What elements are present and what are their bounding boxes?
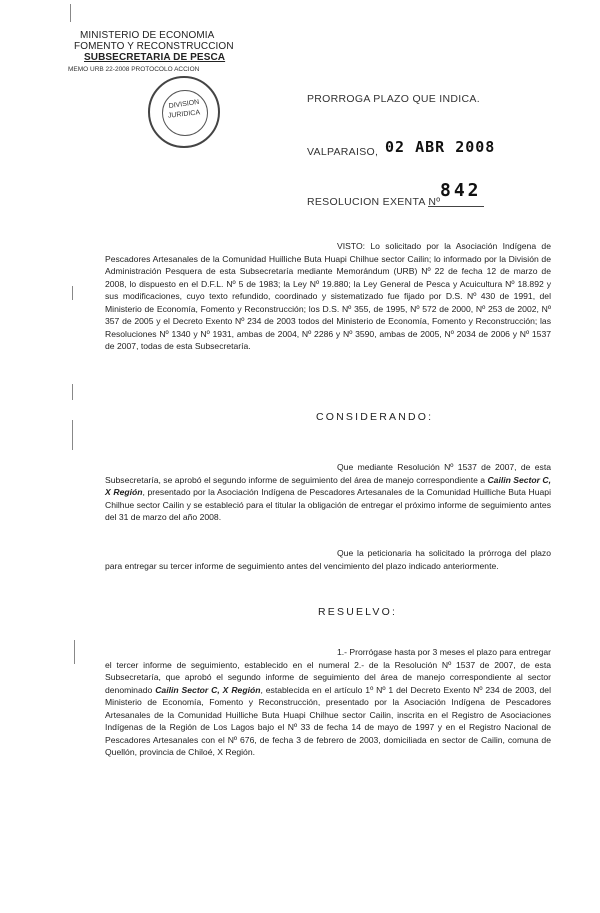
resolution-number: 842 <box>440 180 482 201</box>
resuelvo-text: , establecida en el artículo 1º Nº 1 del Decreto Exento Nº 234 de 2003, del Ministerio de Economía, Fomento y Reconstrucción, presentado por la Asociación Indígena de Pescadores Artesanales de la Comunidad Huilliche Buta Huapi Chilhue sector Cailin, inscrita en el Registro de Asociaciones Indígenas de la Región de Los Lagos bajo el Nº 33 de fecha 14 de mayo de 1997 y en el Registro Nacional de Pescadores Artesanales con el Nº 676, de fecha 3 de febrero de 2003, domiciliada en sector de Cailin, comuna de Quellón, provincia de Chiloé, X Región. <box>105 684 551 757</box>
considerando-text: , presentado por la Asociación Indígena de Pescadores Artesanales de la Comunidad Huilliche Buta Huapi Chilhue sector Cailin y se estableció para el titular la obligación de entregar el próximo informe de seguimiento antes del 31 de marzo del año 2008. <box>105 487 551 522</box>
seal-text: JURIDICA <box>167 109 201 120</box>
resolution-number-underline <box>428 206 484 207</box>
ministry-line: FOMENTO Y RECONSTRUCCION <box>74 41 234 52</box>
resolution-label: RESOLUCION EXENTA Nº <box>307 196 441 208</box>
margin-mark <box>72 420 73 450</box>
area-name: Cailin Sector C, X Región <box>105 474 552 497</box>
considerando-paragraph-2 <box>105 547 551 572</box>
seal-text: DIVISION <box>168 98 200 111</box>
considerando-paragraph-1 <box>105 461 551 524</box>
margin-mark <box>74 640 75 664</box>
indent <box>105 462 337 472</box>
area-name: Cailin Sector C, X Región <box>155 684 261 695</box>
considerando-text: Que mediante Resolución Nº 1537 de 2007, de esta Subsecretaría, se aprobó el segundo informe de seguimiento del área de manejo correspondiente a <box>105 462 551 485</box>
margin-mark <box>70 4 71 22</box>
margin-mark <box>72 286 73 300</box>
memo-reference: MEMO URB 22-2008 PROTOCOLO ACCION <box>68 66 200 73</box>
ministry-line: SUBSECRETARIA DE PESCA <box>84 52 226 63</box>
date-stamp: 02 ABR 2008 <box>385 138 496 156</box>
visto-label: VISTO: <box>337 241 366 251</box>
resuelvo-paragraph-1 <box>105 646 551 759</box>
document-title: PRORROGA PLAZO QUE INDICA. <box>307 93 480 105</box>
considerando-text: Que la peticionaria ha solicitado la prórroga del plazo para entregar su tercer informe de seguimiento antes del vencimiento del plazo indicado anteriormente. <box>105 548 551 571</box>
place-label: VALPARAISO, <box>307 146 379 158</box>
ministry-line: MINISTERIO DE ECONOMIA <box>80 30 215 41</box>
resuelvo-text: 1.- Prorrógase hasta por 3 meses el plazo para entregar el tercer informe de seguimiento, establecido en el numeral 2.- de la Resolución Nº 1537 de 2007, de esta Subsecretaría, que aprobó el segundo informe de seguimiento del área de manejo correspondiente al sector denominado <box>105 647 552 695</box>
visto-text: Lo solicitado por la Asociación Indígena de Pescadores Artesanales de la Comunidad Huilliche Buta Huapi Chilhue sector Cailin; lo informado por la División de Administración Pesquera de esta Subsecretaría mediante Memorándum (URB) Nº 22 de fecha 12 de marzo de 2008, lo dispuesto en el D.F.L. Nº 5 de 1983; la Ley Nº 19.880; la Ley General de Pesca y Acuicultura Nº 18.892 y sus modificaciones, cuyo texto refundido, coordinado y sistematizado fue fijado por D.S. Nº 430 de 1991, del Ministerio de Economía, Fomento y Reconstrucción; los D.S. Nº 355, de 1995, Nº 572 de 2000, Nº 253 de 2002, Nº 357 de 2005 y el Decreto Exento Nº 234 de 2003 todos del Ministerio de Economía, Fomento y Reconstrucción; las Resoluciones Nº 1340 y Nº 1931, ambas de 2004, Nº 2286 y Nº 3590, ambas de 2005, Nº 2034 de 2006 y Nº 1537 de 2007, todas de esta Subsecretaría. <box>105 241 551 351</box>
resuelvo-heading: RESUELVO: <box>318 606 398 618</box>
ministry-header <box>74 30 250 63</box>
visto-paragraph <box>105 240 551 353</box>
official-seal <box>148 76 220 148</box>
indent <box>105 548 337 558</box>
considerando-heading: CONSIDERANDO: <box>316 411 434 423</box>
margin-mark <box>72 384 73 400</box>
indent <box>105 647 337 657</box>
